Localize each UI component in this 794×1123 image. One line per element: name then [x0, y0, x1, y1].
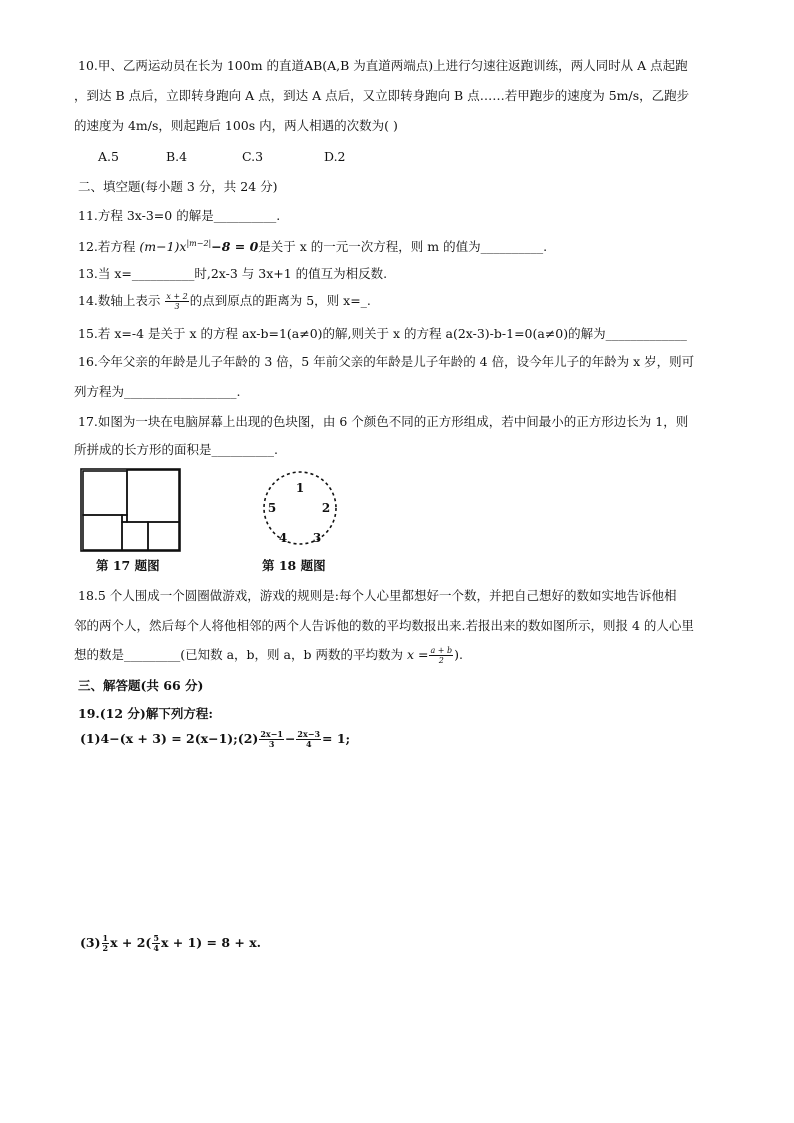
q15: 15.若 x=-4 是关于 x 的方程 ax-b=1(a≠0)的解,则关于 x 的方程 a(2x-3)-b-1=0(a≠0)的解为_____________ [78, 326, 687, 341]
q19-eq3-frac2 [152, 934, 160, 953]
q12-prefix: 12.若方程 [78, 239, 140, 255]
figure-17 [78, 466, 188, 576]
fig17-caption: 第 17 题图 [96, 558, 160, 573]
q11: 11.方程 3x-3=0 的解是__________. [78, 208, 281, 223]
q12-math-m: (m−1) [139, 239, 180, 255]
q10-line3: 的速度为 4m/s，则起跑后 100s 内，两人相遇的次数为( ) [74, 118, 398, 133]
q19-eq2-frac1-num: 2x−1 [260, 729, 283, 739]
fig17-square-bottom-middle [122, 522, 148, 550]
q19-equation-3 [80, 934, 261, 953]
q19-eq2-frac2 [296, 730, 321, 749]
fig17-square-top-left [83, 471, 127, 515]
q19-eq3-frac2-num: 5 [153, 933, 159, 943]
fig18-number-1: 1 [295, 481, 305, 495]
q12-suffix: 是关于 x 的一元一次方程，则 m 的值为__________. [258, 239, 548, 255]
q19-eq3-label: (3) [80, 935, 101, 950]
fig18-caption: 第 18 题图 [262, 558, 326, 573]
q19-eq2-rhs: = 1; [322, 731, 351, 746]
q14-suffix: 的点到原点的距离为 5，则 x=_. [189, 293, 371, 308]
q19-eq3-frac1 [102, 934, 110, 953]
q14-prefix: 14.数轴上表示 [78, 293, 165, 308]
q18-line2: 邻的两个人，然后每个人将他相邻的两个人告诉他的数的平均数报出来.若报出来的数如图所示，则报 4 的人心里 [74, 618, 694, 633]
q18-line3 [74, 646, 463, 665]
q12-exponent: |m−2| [186, 239, 212, 248]
q19-eq3-end: x + 1) = 8 + x. [160, 935, 262, 950]
q13: 13.当 x=__________时,2x-3 与 3x+1 的值互为相反数. [78, 266, 388, 281]
section2-title: 二、填空题(每小题 3 分，共 24 分) [78, 179, 278, 194]
q19-eq2-minus: − [284, 731, 296, 746]
q19-eq3-frac1-den: 2 [102, 943, 109, 953]
q18-math-x: x = [406, 647, 429, 662]
fig17-square-bottom-left [83, 515, 122, 550]
q19-eq3-frac1-num: 1 [102, 933, 109, 943]
q12 [78, 236, 547, 255]
q14-fraction [165, 292, 188, 311]
q17-line2: 所拼成的长方形的面积是__________. [74, 442, 278, 457]
q10-option-a: A.5 [98, 149, 119, 164]
fig17-square-top-right [127, 470, 179, 522]
q19-eq1: (1)4−(x + 3) = 2(x−1);(2) [80, 731, 259, 746]
fig18-number-3: 3 [312, 531, 322, 545]
q12-math-x: x [179, 239, 187, 255]
q14-frac-num: x + 2 [166, 292, 188, 301]
fig18-number-5: 5 [267, 501, 277, 515]
q12-math-rest: −8 = 0 [211, 239, 259, 255]
fig18-number-2: 2 [321, 501, 331, 515]
q17-line1: 17.如图为一块在电脑屏幕上出现的色块图，由 6 个颜色不同的正方形组成，若中间最小的正方形边长为 1，则 [78, 414, 689, 429]
q18-frac-den: 2 [438, 656, 444, 665]
fig17-smallest-square [122, 515, 127, 522]
q19-equations-1-2 [80, 730, 350, 749]
q10-option-c: C.3 [242, 149, 264, 164]
q14-frac-den: 3 [174, 302, 180, 311]
fig18-number-4: 4 [278, 531, 288, 545]
q19-eq2-frac2-num: 2x−3 [297, 729, 321, 739]
q19-eq2-frac2-den: 4 [305, 739, 312, 749]
q18-line3-prefix: 想的数是_________(已知数 a，b，则 a，b 两数的平均数为 [74, 647, 407, 662]
q10-option-d: D.2 [324, 149, 346, 164]
section3-title: 三、解答题(共 66 分) [78, 678, 204, 693]
fig17-square-bottom-right [148, 522, 179, 550]
fig17-outer-rectangle [81, 469, 180, 551]
q19-title: 19.(12 分)解下列方程: [78, 706, 213, 721]
q19-eq3-frac2-den: 4 [153, 943, 159, 953]
figure-18 [252, 466, 352, 576]
q18-frac-num: a + b [430, 646, 453, 655]
q10-line1: 10.甲、乙两运动员在长为 100m 的直道AB(A,B 为直道两端点)上进行匀速往返跑训练，两人同时从 A 点起跑 [78, 58, 688, 73]
q10-option-b: B.4 [166, 149, 188, 164]
q10-line2: ，到达 B 点后，立即转身跑向 A 点，到达 A 点后，又立即转身跑向 B 点……若甲跑步的速度为 5m/s，乙跑步 [74, 88, 690, 103]
q16-line2: 列方程为__________________. [74, 384, 241, 399]
q19-eq2-frac1 [259, 730, 284, 749]
q18-line1: 18.5 个人围成一个圆圈做游戏，游戏的规则是:每个人心里都想好一个数，并把自己想好的数如实地告诉他相 [78, 588, 677, 603]
q18-fraction [429, 646, 453, 665]
q16-line1: 16.今年父亲的年龄是儿子年龄的 3 倍，5 年前父亲的年龄是儿子年龄的 4 倍，设今年儿子的年龄为 x 岁，则可 [78, 354, 695, 369]
q14 [78, 292, 371, 311]
q19-eq3-mid: x + 2( [110, 935, 152, 950]
q19-eq2-frac1-den: 3 [268, 739, 275, 749]
q18-line3-suffix: ). [454, 647, 463, 662]
